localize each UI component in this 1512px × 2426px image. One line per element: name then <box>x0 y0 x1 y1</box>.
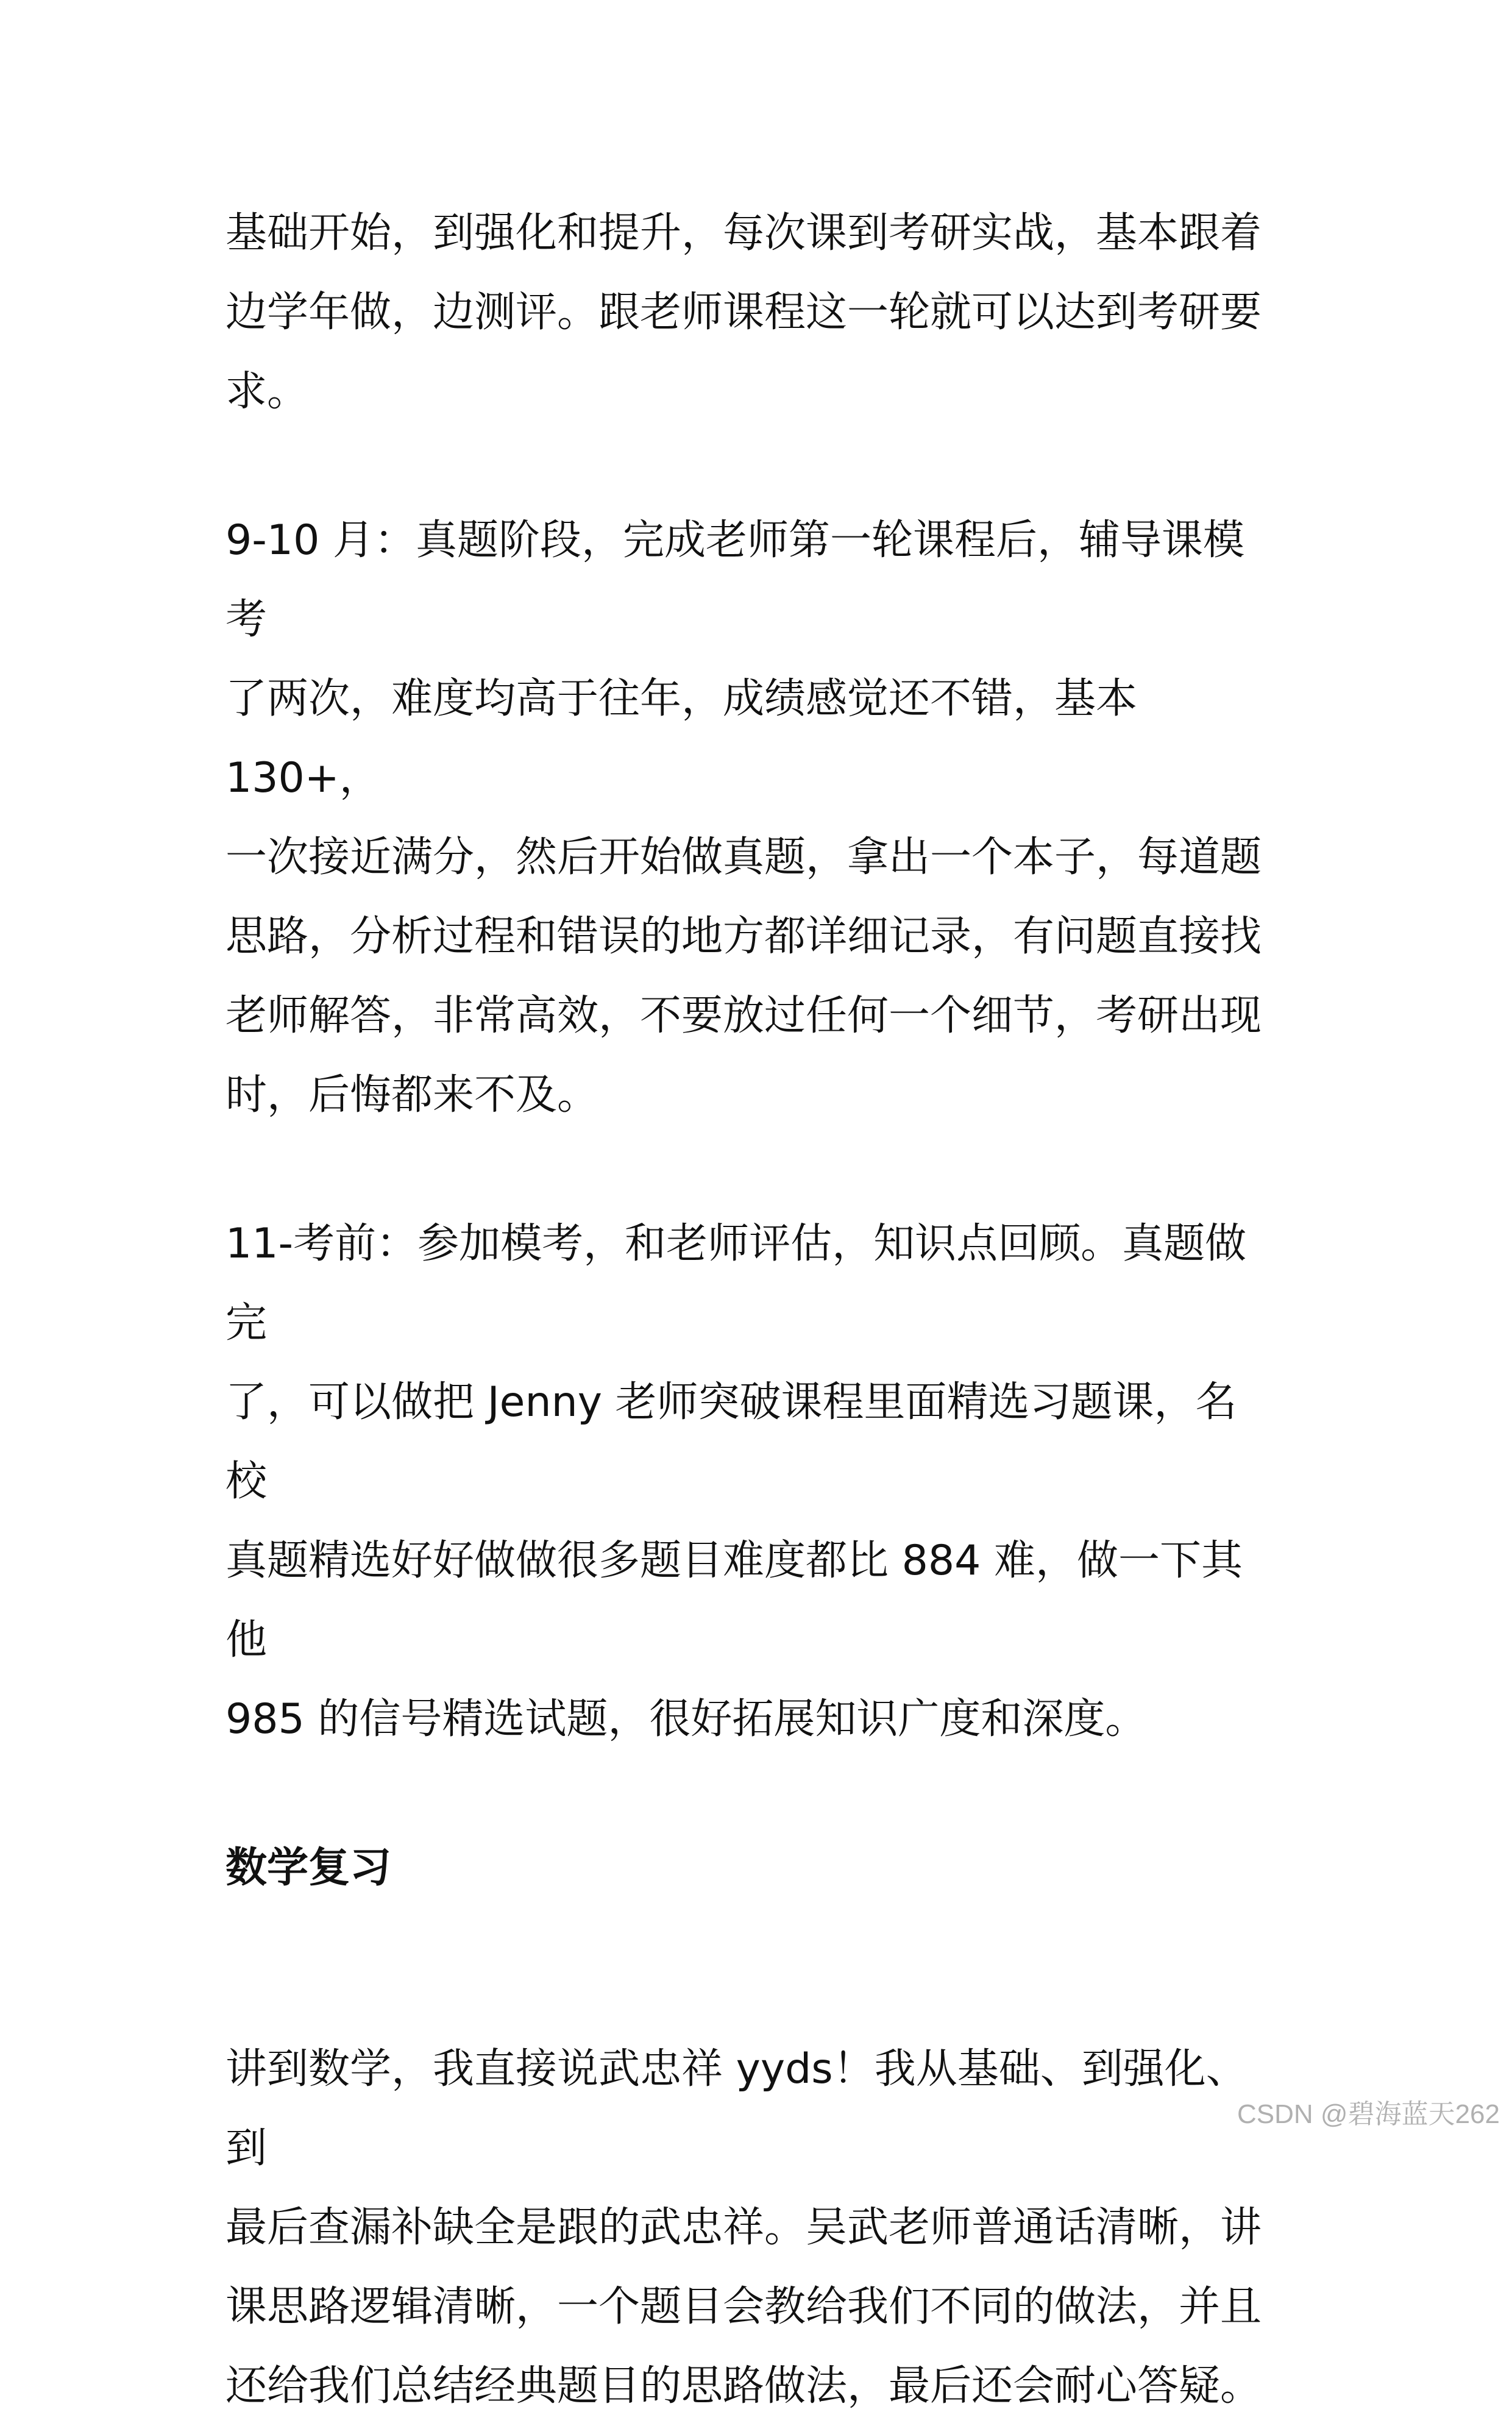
paragraph-sep-oct: 9-10 月：真题阶段，完成老师第一轮课程后，辅导课模考 了两次，难度均高于往年，成绩感觉还不错，基本 130+， 一次接近满分，然后开始做真题，拿出一个本子，每道题 思路，分析过程和错误的地方都详细记录，有问题直接找 老师解答，非常高效，不要放过任何一个细节，考研出现 时，后悔都来不及。 <box>225 516 1262 1119</box>
section-heading-math: 数学复习 <box>225 1844 392 1892</box>
paragraph-nov-exam: 11-考前：参加模考，和老师评估，知识点回顾。真题做完 了，可以做把 Jenny 老师突破课程里面精选习题课，名校 真题精选好好做做很多题目难度都比 884 难，做一下其他 985 的信号精选试题，很好拓展知识广度和深度。 <box>225 1220 1247 1743</box>
paragraph-math: 讲到数学，我直接说武忠祥 yyds！我从基础、到强化、到 最后查漏补缺全是跟的武忠祥。吴武老师普通话清晰，讲 课思路逻辑清晰，一个题目会教给我们不同的做法，并且 还给我们总结经典题目的思路做法，最后还会耐心答疑。 <box>225 2045 1262 2410</box>
paragraph-basics: 基础开始，到强化和提升，每次课到考研实战，基本跟着 边学年做，边测评。跟老师课程这一轮就可以达到考研要 求。 <box>225 209 1262 416</box>
csdn-watermark: CSDN @碧海蓝天262 <box>1237 2099 1500 2129</box>
document-body <box>225 194 1274 2426</box>
